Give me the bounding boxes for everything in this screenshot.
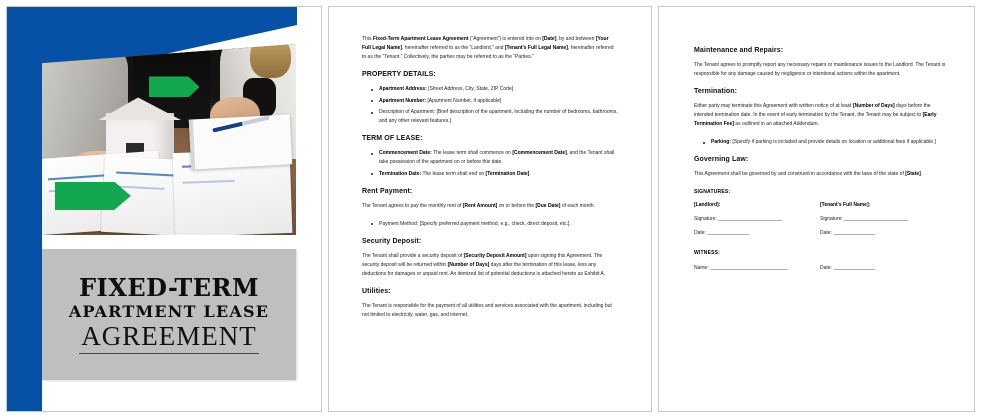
tenant-name-label: [Tenant’s Full Name]: [820,201,871,208]
heading-rent-payment: Rent Payment: [362,187,413,195]
governing-law-paragraph: This Agreement shall be governed by and construed in accordance with the laws of the state of [State]. [694,171,923,178]
section-security-deposit [362,238,618,279]
section-property-details [362,71,618,126]
cover-title-line-1: FIXED-TERM [78,273,260,303]
document-page-1-cover[interactable] [6,6,322,412]
witness-column-date [820,265,946,279]
document-page-3[interactable] [658,6,975,412]
rent-payment-list [362,220,618,229]
termination-paragraph: Either party may terminate this Agreement with written notice of at least [Number of Days] days before the intended termination date. In the event of early termination by the Tenant, the Tenant may be subject to [Early Termination Fee] as outlined in an attached Addendum. [694,103,937,128]
list-item: Termination Date: The lease term shall end on [Termination Date]. [379,170,618,179]
section-signatures [694,189,946,279]
photo-person-hair [250,44,291,78]
witness-grid [694,265,946,279]
heading-security-deposit: Security Deposit: [362,237,422,245]
list-item: Parking: [Specify if parking is included and provide details on location or additional fees if applicable.] [711,138,946,147]
section-term-of-lease [362,135,618,179]
signature-column-landlord [694,202,820,244]
maintenance-paragraph: The Tenant agrees to promptly report any necessary repairs or maintenance issues to the Landlord. The Tenant is responsible for any damage caused by negligence or intentional actions within the apartment. [694,62,946,78]
landlord-date-line[interactable]: Date: _______________ [694,229,750,236]
cover-title-line-3: AGREEMENT [79,321,258,353]
section-maintenance-and-repairs [694,47,946,79]
landlord-signature-line[interactable]: Signature: _______________________ [694,215,783,222]
heading-term-of-lease: TERM OF LEASE: [362,135,423,143]
rent-payment-paragraph: The Tenant agrees to pay the monthly rent of [Rent Amount] on or before the [Due Date] of each month. [362,202,595,209]
tenant-signature-line[interactable]: Signature: _______________________ [820,215,909,222]
witness-date-line[interactable]: Date: _______________ [820,264,876,271]
cover-title-box [42,249,296,380]
heading-termination: Termination: [694,88,738,96]
property-details-list [362,85,618,126]
heading-utilities: Utilities: [362,288,391,296]
witness-column-name [694,265,820,279]
cover-photo [42,44,296,235]
section-rent-payment [362,188,618,229]
landlord-name-label: [Landlord]: [694,201,721,208]
section-utilities [362,288,618,320]
heading-signatures: SIGNATURES: [694,188,731,195]
page-2-body [362,35,618,329]
list-item: Commencement Date: The lease term shall commence on [Commencement Date], and the Tenant shall take possession of the apartment on or before this date. [379,149,618,167]
heading-governing-law: Governing Law: [694,156,749,164]
list-item: Description of Apartment: [Brief description of the apartment, including the number of bedrooms, bathrooms, and any other relevant features.] [379,109,618,125]
heading-property-details: PROPERTY DETAILS: [362,71,436,79]
section-termination [694,88,946,147]
list-item: Apartment Number: [Apartment Number, if applicable] [379,97,618,106]
intro-paragraph: This Fixed-Term Apartment Lease Agreement (“Agreement”) is entered into on [Date], by and between [Your Full Legal Name], hereinafter referred to as the “Landlord,” and [Tenant’s Full Legal Name], hereinafter referred to as the “Tenant.” Collectively, the parties may be referred to as the “Parties.” [362,36,614,61]
cover-title-line-2: APARTMENT LEASE [68,301,270,321]
document-page-2[interactable] [328,6,652,412]
utilities-paragraph: The Tenant is responsible for the payment of all utilities and services associated with the apartment, including but not limited to electricity, water, gas, and internet. [362,303,612,319]
signature-grid [694,202,946,244]
termination-list [694,138,946,147]
heading-witness: WITNESS: [694,249,721,256]
list-item: Apartment Address: [Street Address, City, State, ZIP Code] [379,85,618,94]
heading-maintenance-and-repairs: Maintenance and Repairs: [694,47,784,54]
security-deposit-paragraph: The Tenant shall provide a security deposit of [Security Deposit Amount] upon signing this Agreement. The security deposit will be returned within [Number of Days] days after the termination of this lease, less any deductions for damages or unpaid rent. An itemized list of potential deductions is attached hereto as Exhibit A. [362,252,606,278]
signature-column-tenant [820,202,946,244]
list-item: Payment Method: [Specify preferred payment method, e.g., check, direct deposit, etc.]. [379,220,618,229]
term-of-lease-list [362,149,618,179]
section-governing-law [694,156,946,179]
tenant-date-line[interactable]: Date: _______________ [820,229,876,236]
page-3-body [694,47,946,281]
witness-name-line[interactable]: Name: ____________________________ [694,264,788,271]
